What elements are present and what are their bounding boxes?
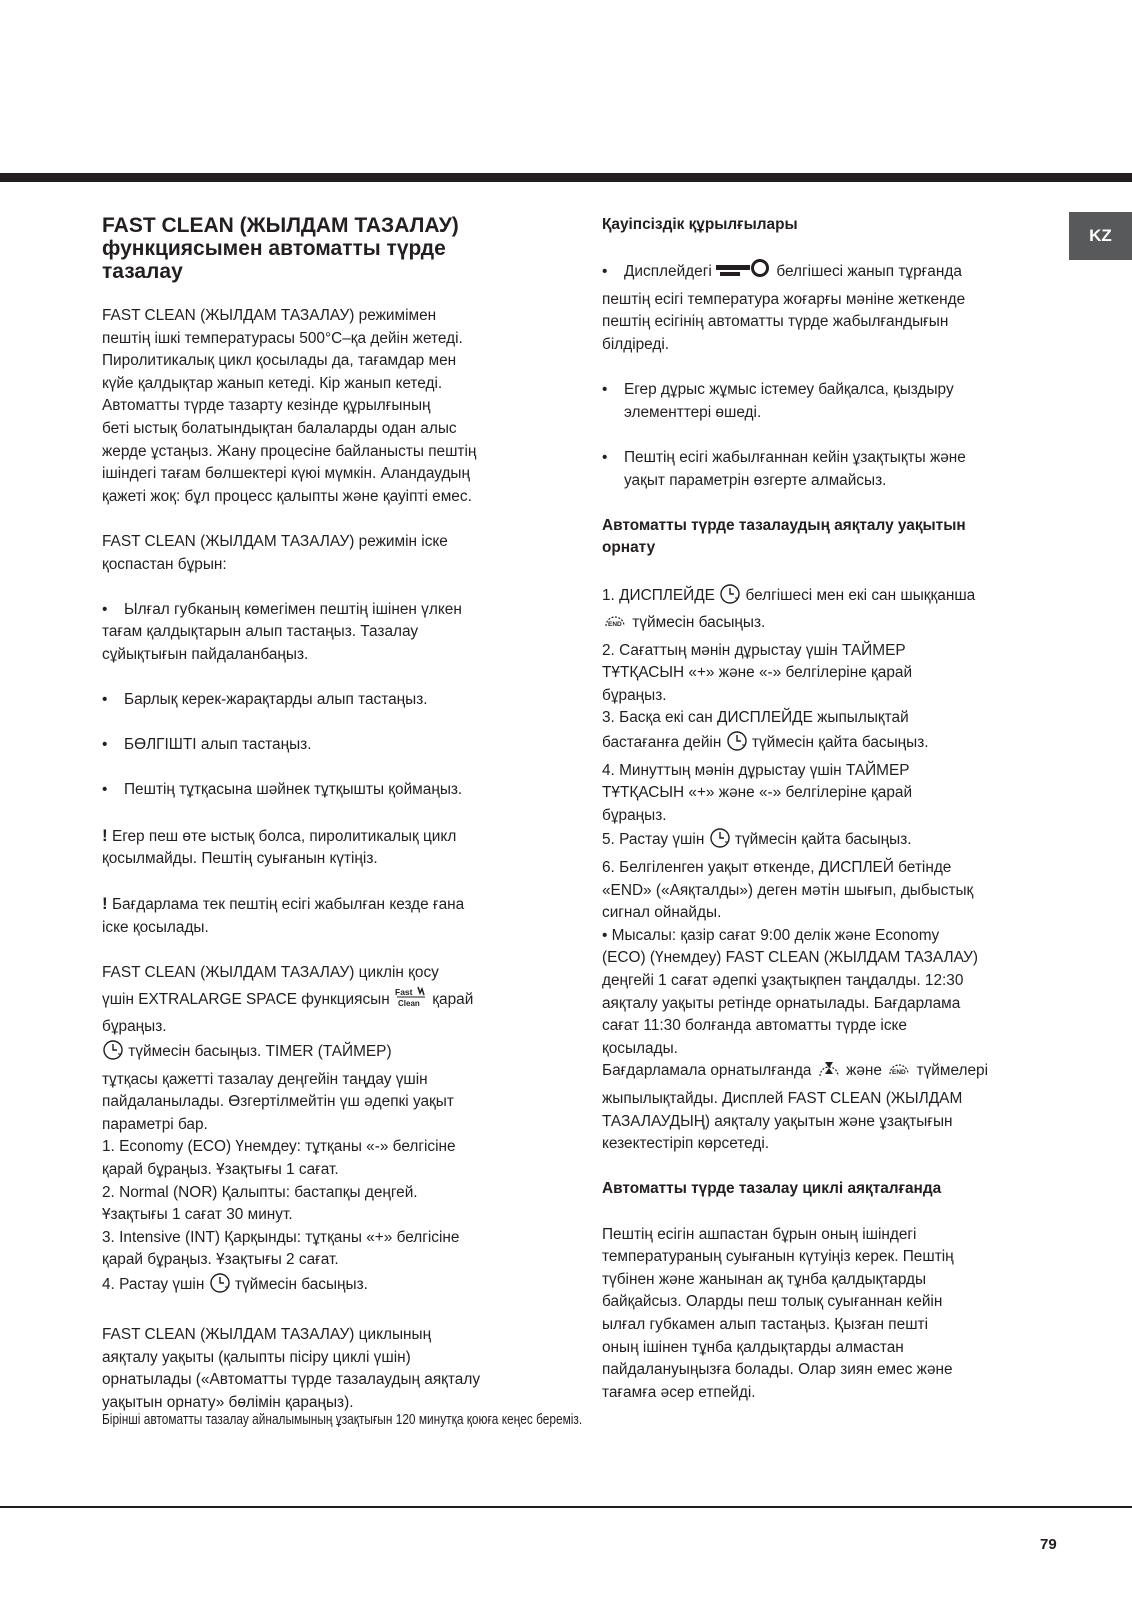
text-line: сағат 11:30 болғанда автоматты түрде іске xyxy=(602,1017,907,1035)
text-line: бұраңыз. xyxy=(602,806,667,824)
text-line: аяқталу уақыты (қалыпты пісіру циклі үшін) xyxy=(102,1348,411,1366)
svg-text:Clean: Clean xyxy=(398,998,420,1008)
bullet-item: • Барлық керек-жарақтарды алып тастаңыз. xyxy=(102,691,428,709)
warning-paragraph xyxy=(102,893,554,939)
text-line: Пештің тұтқасына шәйнек тұтқышты қоймаңыз. xyxy=(124,781,463,799)
text-line: ТҰТҚАСЫН «+» және «-» белгілеріне қарай xyxy=(602,784,913,802)
end-time-paragraph xyxy=(102,1324,554,1414)
text-line: түймесін басыңыз. xyxy=(234,1275,368,1293)
text-line: Автоматты түрде тазалаудың аяқталу уақытын xyxy=(602,516,966,534)
text-line: бұраңыз. xyxy=(102,1018,167,1036)
text-line: түймесін қайта басыңыз. xyxy=(751,734,929,752)
text-line: тұтқасы қажетті тазалау деңгейін таңдау үшін xyxy=(102,1070,428,1088)
section-title xyxy=(102,214,554,283)
clock-icon xyxy=(102,1039,124,1069)
text-line: БӨЛГІШТІ алып тастаңыз. xyxy=(124,736,312,754)
text-line: элементтері өшеді. xyxy=(624,403,762,421)
warning-paragraph xyxy=(102,825,554,871)
text-line: білдіреді. xyxy=(602,335,670,353)
text-line: FAST CLEAN (ЖЫЛДАМ ТАЗАЛАУ) циклының xyxy=(102,1326,432,1344)
text-line: сигнал ойнайды. xyxy=(602,904,722,922)
text-line: Дисплейдегі xyxy=(624,263,712,281)
text-line: түймесін басыңыз. xyxy=(632,614,766,632)
text-line: пайдалануыңызға болады. Олар зиян емес және xyxy=(602,1361,953,1379)
text-line: қарай бұраңыз. Ұзақтығы 1 сағат. xyxy=(102,1160,339,1178)
text-line: ТАЗАЛАУДЫҢ) аяқталу уақытын және ұзақтығын xyxy=(602,1112,953,1130)
text-line: 1. ДИСПЛЕЙДЕ xyxy=(602,586,715,604)
top-rule xyxy=(0,173,1132,182)
text-line: Пиролитикалық цикл қосылады да, тағамдар мен xyxy=(102,352,457,370)
text-line: Ылғал губканың көмегімен пештің ішінен үлкен xyxy=(124,600,462,618)
text-line: FAST CLEAN (ЖЫЛДАМ ТАЗАЛАУ) режимін іске xyxy=(102,532,448,550)
text-line: түймелері xyxy=(916,1062,989,1080)
svg-text:END: END xyxy=(892,1069,906,1077)
text-line: түймесін қайта басыңыз. xyxy=(734,831,912,849)
text-line: орнату xyxy=(602,539,656,557)
text-line: байқайсыз. Оларды пеш толық суығаннан кейін xyxy=(602,1293,943,1311)
bullet-item: • Ылғал губканың көмегімен пештің ішінен үлкен тағам қалдықтарын алып тастаңыз. Тазалау сұйықтығын пайдаланбаңыз. xyxy=(102,599,554,667)
text-line: үшін EXTRALARGE SPACE функциясын xyxy=(102,990,390,1008)
text-line: кезектестіріп көрсетеді. xyxy=(602,1135,770,1153)
text-line: бұраңыз. xyxy=(602,686,667,704)
text-line: 6. Белгіленген уақыт өткенде, ДИСПЛЕЙ бетінде xyxy=(602,859,952,877)
text-line: 4. Растау үшін xyxy=(102,1275,205,1293)
text-line: 3. Intensive (INT) Қарқынды: тұтқаны «+» белгісіне xyxy=(102,1228,460,1246)
footnote: Бірінші автоматты тазалау айналымының ұзақтығын 120 минутқа қоюға кеңес береміз. xyxy=(102,1412,583,1428)
text-line: Егер пеш өте ыстық болса, пиролитикалық цикл xyxy=(111,827,457,845)
text-line: белгішесі жанып тұрғанда xyxy=(776,263,962,281)
text-line: тағам қалдықтарын алып тастаңыз. Тазалау xyxy=(102,623,419,641)
clock-icon xyxy=(719,583,741,613)
text-line: Егер дұрыс жұмыс істемеу байқалса, қыздыру xyxy=(624,381,954,399)
text-line: FAST CLEAN (ЖЫЛДАМ ТАЗАЛАУ) режимімен xyxy=(102,307,437,324)
text-line: Пештің есігі жабылғаннан кейін ұзақтықты және xyxy=(624,448,966,466)
clock-icon xyxy=(709,827,731,857)
text-line: қарай xyxy=(432,990,474,1008)
text-line: түбінен және жанынан ақ тұнба қалдықтарды xyxy=(602,1270,927,1288)
text-line: Автоматты түрде тазарту кезінде құрылғының xyxy=(102,397,431,415)
text-line: жерде ұстаңыз. Жану процесіне байланысты пештің xyxy=(102,442,477,460)
title-line: тазалау xyxy=(102,260,183,283)
text-line: жыпылықтайды. Дисплей FAST CLEAN (ЖЫЛДАМ xyxy=(602,1089,963,1107)
text-line: белгішесі мен екі сан шыққанша xyxy=(745,586,976,604)
text-line: түймесін басыңыз. TIMER (ТАЙМЕР) xyxy=(128,1043,392,1060)
text-line: деңгейі 1 сағат әдепкі ұзақтықпен таңдалды. 12:30 xyxy=(602,972,964,989)
bullet-item: • Егер дұрыс жұмыс істемеу байқалса, қыздыру элементтері өшеді. xyxy=(602,379,1057,424)
text-line: бастағанға дейін xyxy=(602,734,722,752)
text-line: пайдаланылады. Өзгертілмейтін үш әдепкі уақыт xyxy=(102,1093,454,1111)
text-line: 2. Normal (NOR) Қалыпты: бастапқы деңгей. xyxy=(102,1183,418,1201)
end-icon xyxy=(886,1060,912,1088)
title-line: FAST CLEAN (ЖЫЛДАМ ТАЗАЛАУ) xyxy=(102,214,459,237)
text-line: Бағдарлама тек пештің есігі жабылған кезде ғана xyxy=(111,896,465,914)
intro-paragraph xyxy=(102,305,554,508)
steps-list xyxy=(602,583,1057,1156)
page-number: 79 xyxy=(1040,1536,1057,1553)
set-end-time-heading xyxy=(602,515,1057,560)
text-line: пештің ішкі температурасы 500°С–қа дейін жетеді. xyxy=(102,329,463,347)
hourglass-icon xyxy=(816,1060,842,1088)
bullet-item: • Пештің есігі жабылғаннан кейін ұзақтықты және уақыт параметрін өзгерте алмайсыз. xyxy=(602,447,1057,492)
text-line: ТҰТҚАСЫН «+» және «-» белгілеріне қарай xyxy=(602,664,913,682)
right-column xyxy=(602,214,1057,1404)
text-line: 3. Басқа екі сан ДИСПЛЕЙДЕ жыпылықтай xyxy=(602,709,909,727)
text-line: температураның суығанын күтуіңіз керек. Пештің xyxy=(602,1248,954,1266)
title-line: функциясымен автоматты түрде xyxy=(102,237,446,260)
text-line: 1. Economy (ECO) Үнемдеу: тұтқаны «-» белгісіне xyxy=(102,1138,456,1156)
text-line: іске қосылады. xyxy=(102,919,209,937)
bullet-item: • Дисплейдегі белгішесі жанып тұрғанда пештің есігі температура жоғарғы мәніне жеткенде пештің есігінің автоматты түрде жабылғандығын білдіреді. xyxy=(602,259,1057,356)
text-line: 4. Минуттың мәнін дұрыстау үшін ТАЙМЕР xyxy=(602,761,910,779)
exclamation-icon: ! xyxy=(102,894,108,914)
text-line: орнатылады («Автоматты түрде тазалаудың аяқталу xyxy=(102,1371,481,1389)
text-line: ылғал губкамен алып тастаңыз. Қызған пешті xyxy=(602,1315,929,1333)
bullet-item: • БӨЛГІШТІ алып тастаңыз. xyxy=(102,736,312,754)
text-line: оның ішінен тұнба қалдықтарды алмастан xyxy=(602,1338,904,1356)
clock-icon xyxy=(726,730,748,760)
before-start-paragraph xyxy=(102,531,554,576)
text-line: аяқталу уақыты ретінде орнатылады. Бағдарлама xyxy=(602,994,961,1012)
bottom-rule xyxy=(0,1506,1132,1508)
cycle-done-paragraph xyxy=(602,1224,1057,1405)
text-line: қажеті жоқ: бұл процесс қалыпты және қауіпті емес. xyxy=(102,487,472,505)
text-line: уақытын орнату» бөлімін қараңыз). xyxy=(102,1393,354,1411)
text-line: ішіндегі тағам бөлшектері күюі мүмкін. Аландаудың xyxy=(102,465,470,483)
left-column xyxy=(102,214,554,1415)
text-line: және xyxy=(846,1062,882,1080)
text-line: қосылады. xyxy=(602,1039,678,1057)
text-line: 2. Сағаттың мәнін дұрыстау үшін ТАЙМЕР xyxy=(602,641,906,659)
text-line: FAST CLEAN (ЖЫЛДАМ ТАЗАЛАУ) циклін қосу xyxy=(102,964,439,982)
language-tab: KZ xyxy=(1069,212,1132,260)
fast-clean-icon xyxy=(394,985,428,1017)
door-lock-key-icon xyxy=(716,259,772,289)
text-line: 5. Растау үшін xyxy=(602,831,705,849)
text-line: • Мысалы: қазір сағат 9:00 делік және Economy xyxy=(602,926,940,944)
text-line: «END» («Аяқталды») деген мәтін шығып, дыбыстық xyxy=(602,881,974,899)
text-line: күйе қалдықтар жанып кетеді. Кір жанып кетеді. xyxy=(102,374,443,392)
clock-icon xyxy=(209,1272,231,1302)
text-line: қоспастан бұрын: xyxy=(102,555,227,573)
svg-text:Fast: Fast xyxy=(395,986,413,997)
text-line: қосылмайды. Пештің суығанын күтіңіз. xyxy=(102,850,378,868)
text-line: уақыт параметрін өзгерте алмайсыз. xyxy=(624,471,887,489)
text-line: тағамға әсер етпейді. xyxy=(602,1383,756,1401)
text-line: Барлық керек-жарақтарды алып тастаңыз. xyxy=(124,691,428,709)
text-line: беті ыстық болатындықтан балаларды одан алыс xyxy=(102,419,457,437)
text-line: сұйықтығын пайдаланбаңыз. xyxy=(102,645,309,663)
exclamation-icon: ! xyxy=(102,825,108,845)
svg-text:END: END xyxy=(608,621,622,629)
cycle-paragraph xyxy=(102,962,554,1301)
text-line: параметрі бар. xyxy=(102,1115,208,1133)
text-line: пештің есігі температура жоғарғы мәніне жеткенде xyxy=(602,290,966,308)
text-line: (ECO) (Үнемдеу) FAST CLEAN (ЖЫЛДАМ ТАЗАЛАУ) xyxy=(602,949,979,967)
text-line: Пештің есігін ашпастан бұрын оның ішіндегі xyxy=(602,1225,917,1243)
text-line: Бағдарламала орнатылғанда xyxy=(602,1062,812,1080)
text-line: Ұзақтығы 1 сағат 30 минут. xyxy=(102,1206,293,1224)
cycle-done-heading: Автоматты түрде тазалау циклі аяқталғанда xyxy=(602,1180,942,1198)
text-line: пештің есігінің автоматты түрде жабылғандығын xyxy=(602,313,949,331)
end-icon xyxy=(602,612,628,640)
bullet-item: • Пештің тұтқасына шәйнек тұтқышты қоймаңыз. xyxy=(102,781,463,799)
text-line: қарай бұраңыз. Ұзақтығы 2 сағат. xyxy=(102,1251,339,1269)
safety-heading: Қауіпсіздік құрылғылары xyxy=(602,216,798,233)
